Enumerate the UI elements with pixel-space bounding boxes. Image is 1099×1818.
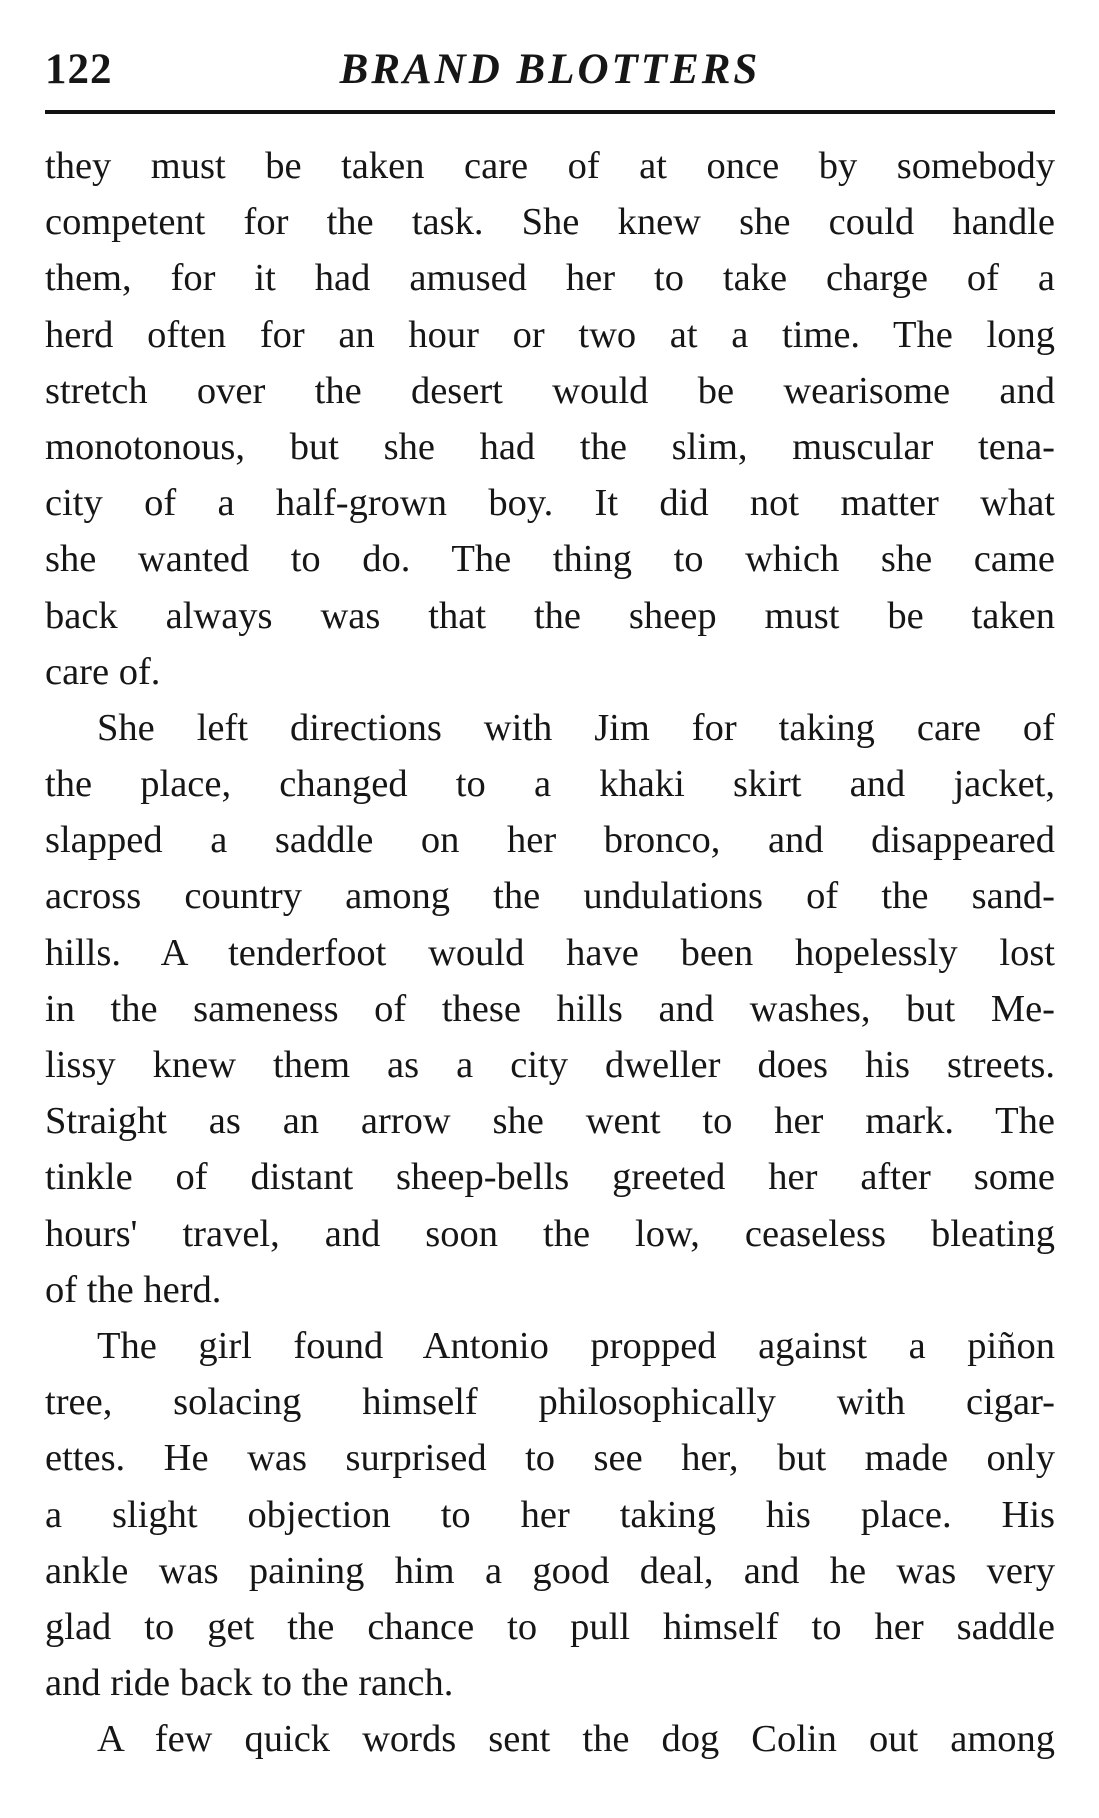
text-line: glad to get the chance to pull himself to her saddle [45, 1605, 1055, 1648]
text-line: competent for the task. She knew she could handle [45, 201, 1055, 244]
running-head [45, 40, 1055, 100]
text-line: She left directions with Jim for taking care of [97, 706, 1055, 749]
text-line: a slight objection to her taking his place. His [45, 1493, 1055, 1536]
running-title: BRAND BLOTTERS [339, 46, 761, 93]
text-line: of the herd. [45, 1268, 222, 1311]
text-line: The girl found Antonio propped against a piñon [97, 1324, 1055, 1367]
text-line: tinkle of distant sheep-bells greeted her after some [45, 1156, 1055, 1199]
text-line: across country among the undulations of the sand- [45, 875, 1055, 918]
text-line: in the sameness of these hills and washes, but Me- [45, 987, 1055, 1030]
text-line: A few quick words sent the dog Colin out among [97, 1718, 1055, 1761]
text-line: hills. A tenderfoot would have been hopelessly lost [45, 931, 1055, 974]
page-number: 122 [45, 46, 113, 93]
text-line: they must be taken care of at once by somebody [45, 145, 1055, 187]
text-line: she wanted to do. The thing to which she came [45, 538, 1055, 581]
text-line: them, for it had amused her to take charge of a [45, 257, 1055, 300]
body-text [45, 138, 1055, 1767]
text-line: Straight as an arrow she went to her mark. The [45, 1100, 1055, 1143]
text-line: herd often for an hour or two at a time. The long [45, 313, 1055, 356]
text-line: back always was that the sheep must be taken [45, 594, 1055, 637]
text-line: the place, changed to a khaki skirt and jacket, [45, 763, 1055, 806]
text-line: hours' travel, and soon the low, ceaseless bleating [45, 1212, 1055, 1255]
text-line: monotonous, but she had the slim, muscular tena- [45, 425, 1055, 468]
text-line: tree, solacing himself philosophically with cigar- [45, 1381, 1055, 1424]
text-line: ettes. He was surprised to see her, but made only [45, 1437, 1055, 1480]
text-line: city of a half-grown boy. It did not matter what [45, 482, 1055, 525]
text-line: slapped a saddle on her bronco, and disappeared [45, 819, 1055, 862]
text-line: care of. [45, 650, 161, 693]
text-line: and ride back to the ranch. [45, 1662, 454, 1705]
header-rule [45, 110, 1055, 114]
text-line: ankle was paining him a good deal, and he was very [45, 1549, 1055, 1592]
text-line: stretch over the desert would be wearisome and [45, 369, 1055, 412]
text-line: lissy knew them as a city dweller does his streets. [45, 1044, 1055, 1086]
